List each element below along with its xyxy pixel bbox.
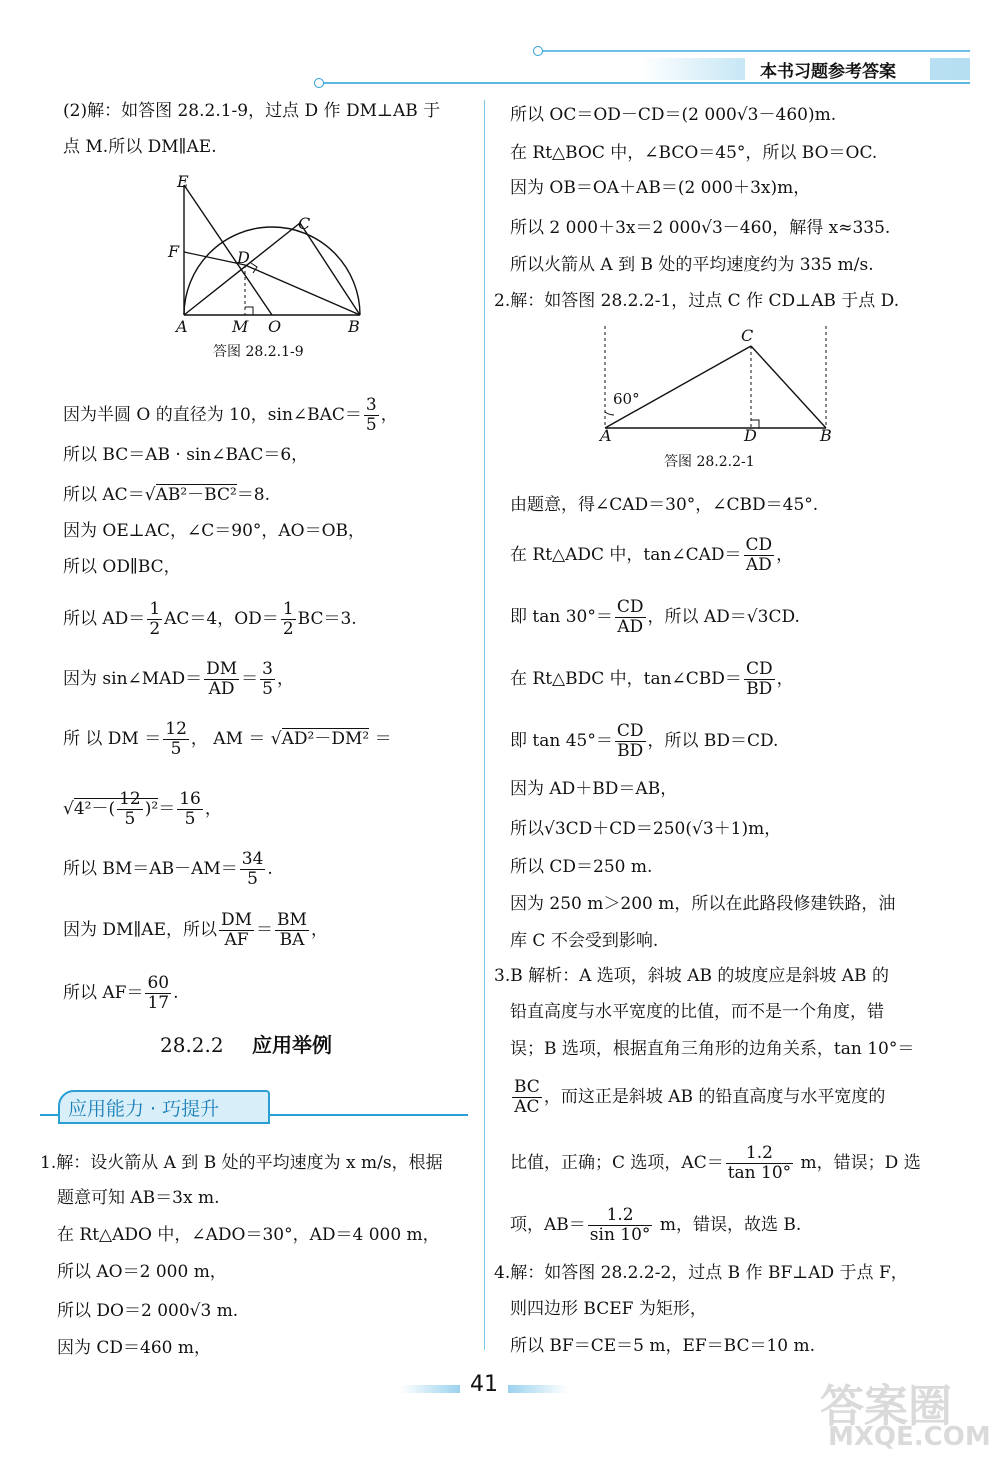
left-line-5: 所以 OD∥BC， bbox=[63, 557, 181, 577]
left-line-2: 所以 BC＝AB · sin∠BAC＝6， bbox=[63, 445, 309, 465]
section-number: 28.2.2 bbox=[160, 1033, 224, 1057]
right-line-9: 在 Rt△BDC 中，tan∠CBD＝ $\frac{CD}{BD}$ ， bbox=[510, 659, 794, 699]
right-line-3: 因为 OB＝OA＋AB＝(2 000＋3x)m， bbox=[510, 178, 811, 198]
fig1-label-d: D bbox=[237, 248, 250, 267]
q1-line-1: 1.解：设火箭从 A 到 B 处的平均速度为 x m/s，根据 bbox=[40, 1153, 443, 1173]
fig2-caption: 答图 28.2.2-1 bbox=[664, 454, 755, 470]
fig1-label-c: C bbox=[298, 214, 311, 233]
header-title: 本书习题参考答案 bbox=[760, 62, 896, 82]
q1-line-6: 因为 CD＝460 m， bbox=[57, 1338, 212, 1358]
left-line-6: 所以 AD＝ $\frac{1}{2}$ AC＝4，OD＝ $\frac{1}{2}$ BC＝3. bbox=[63, 599, 357, 639]
section-heading bbox=[160, 1029, 332, 1058]
left-line-4: 因为 OE⊥AC，∠C＝90°，AO＝OB， bbox=[63, 521, 366, 541]
triangle-figure bbox=[595, 320, 845, 440]
q2-line: 2.解：如答图 28.2.2-1，过点 C 作 CD⊥AB 于点 D. bbox=[494, 291, 900, 311]
semicircle-figure bbox=[160, 165, 370, 345]
right-line-5: 所以火箭从 A 到 B 处的平均速度约为 335 m/s. bbox=[510, 255, 874, 275]
fig1-label-b: B bbox=[348, 317, 360, 336]
left-line-1: 因为半圆 O 的直径为 10，sin∠BAC＝ $\frac{3}{5}$ ， bbox=[63, 395, 398, 435]
right-line-10: 即 tan 45°＝ $\frac{CD}{BD}$ ，所以 BD＝CD. bbox=[510, 721, 779, 761]
left-line-p1: (2)解：如答图 28.2.1-9，过点 D 作 DM⊥AB 于 bbox=[63, 101, 441, 121]
right-line-6: 由题意，得∠CAD＝30°，∠CBD＝45°. bbox=[510, 495, 819, 515]
column-divider bbox=[484, 100, 485, 1350]
watermark-url: MXQE.COM bbox=[828, 1422, 991, 1452]
right-line-2: 在 Rt△BOC 中，∠BCO＝45°，所以 BO＝OC. bbox=[510, 143, 878, 163]
q3-line-2: 铅直高度与水平宽度的比值，而不是一个角度，错 bbox=[510, 1002, 884, 1022]
fig1-label-a: A bbox=[176, 317, 188, 336]
right-line-7: 在 Rt△ADC 中，tan∠CAD＝ $\frac{CD}{AD}$ ， bbox=[510, 535, 794, 575]
fig1-caption: 答图 28.2.1-9 bbox=[213, 344, 304, 360]
right-line-4: 所以 2 000＋3x＝2 000√3－460，解得 x≈335. bbox=[510, 218, 891, 238]
header-dot bbox=[533, 46, 543, 56]
fig1-label-e: E bbox=[177, 172, 189, 191]
left-line-7: 因为 sin∠MAD＝ $\frac{DM}{AD}$ ＝ $\frac{3}{5}$ ， bbox=[63, 659, 294, 699]
fig2-label-c: C bbox=[741, 326, 754, 345]
right-line-8: 即 tan 30°＝ $\frac{CD}{AD}$ ，所以 AD＝√3CD. bbox=[510, 597, 800, 637]
fig2-label-b: B bbox=[820, 426, 832, 445]
header-rule-dot bbox=[314, 78, 324, 88]
q4-line-1: 4.解：如答图 28.2.2-2，过点 B 作 BF⊥AD 于点 F， bbox=[494, 1263, 908, 1283]
q1-line-3: 在 Rt△ADO 中，∠ADO＝30°，AD＝4 000 m， bbox=[57, 1225, 440, 1245]
q3-line-4: $\frac{BC}{AC}$ ，而这正是斜坡 AB 的铅直高度与水平宽度的 bbox=[514, 1077, 886, 1117]
fig2-label-a: A bbox=[600, 426, 612, 445]
header-rule bbox=[320, 82, 970, 84]
q1-line-4: 所以 AO＝2 000 m， bbox=[57, 1262, 227, 1282]
footer-deco-right bbox=[508, 1385, 568, 1393]
section-title: 应用举例 bbox=[251, 1033, 332, 1057]
q4-line-3: 所以 BF＝CE＝5 m，EF＝BC＝10 m. bbox=[510, 1336, 816, 1356]
q4-line-2: 则四边形 BCEF 为矩形， bbox=[510, 1299, 707, 1319]
watermark-logo: 答案圈 bbox=[820, 1381, 952, 1432]
fig1-label-f: F bbox=[168, 242, 180, 261]
left-line-p2: 点 M.所以 DM∥AE. bbox=[63, 137, 217, 157]
fig2-label-angle: 60° bbox=[613, 390, 640, 408]
right-line-14: 因为 250 m＞200 m，所以在此路段修建铁路，油 bbox=[510, 894, 896, 914]
fig2-label-d: D bbox=[744, 426, 757, 445]
q3-line-3: 误；B 选项，根据直角三角形的边角关系，tan 10°＝ bbox=[510, 1039, 915, 1059]
q1-line-2: 题意可知 AB＝3x m. bbox=[57, 1188, 220, 1208]
left-line-10: 所以 BM＝AB－AM＝ $\frac{34}{5}$ . bbox=[63, 849, 273, 889]
left-line-9: √4²－( $\frac{12}{5}$ )²＝ $\frac{16}{5}$ ， bbox=[63, 789, 222, 829]
left-line-11: 因为 DM∥AE，所以 $\frac{DM}{AF}$ ＝ $\frac{BM}{BA}$ ， bbox=[63, 910, 328, 950]
right-line-1: 所以 OC＝OD－CD＝(2 000√3－460)m. bbox=[510, 105, 837, 125]
q3-line-5: 比值，正确；C 选项，AC＝ $\frac{1.2}{\tan 10^\circ}$ m，错误；D 选 bbox=[510, 1143, 921, 1183]
left-line-3: 所以 AC＝√AB²－BC²＝8. bbox=[63, 485, 270, 505]
q3-line-1: 3.B 解析：A 选项，斜坡 AB 的坡度应是斜坡 AB 的 bbox=[494, 966, 889, 986]
fig1-label-o: O bbox=[268, 317, 282, 336]
banner-title: 应用能力 · 巧提升 bbox=[68, 1098, 220, 1120]
q3-line-6: 项，AB＝ $\frac{1.2}{\sin 10^\circ}$ m，错误，故选 B. bbox=[510, 1205, 802, 1245]
right-line-11: 因为 AD＋BD＝AB， bbox=[510, 779, 678, 799]
left-line-12: 所以 AF＝ $\frac{60}{17}$ . bbox=[63, 973, 179, 1013]
right-line-12: 所以√3CD＋CD＝250(√3＋1)m， bbox=[510, 819, 782, 839]
fig1-label-m: M bbox=[232, 317, 249, 336]
right-line-15: 库 C 不会受到影响. bbox=[510, 931, 659, 951]
left-line-8: 所 以 DM ＝ $\frac{12}{5}$ ， AM ＝ √AD²－DM² ＝ bbox=[63, 719, 392, 759]
header-bar bbox=[540, 50, 970, 52]
page-number: 41 bbox=[470, 1372, 498, 1397]
footer-deco-left bbox=[400, 1385, 460, 1393]
q1-line-5: 所以 DO＝2 000√3 m. bbox=[57, 1301, 239, 1321]
right-line-13: 所以 CD＝250 m. bbox=[510, 857, 653, 877]
